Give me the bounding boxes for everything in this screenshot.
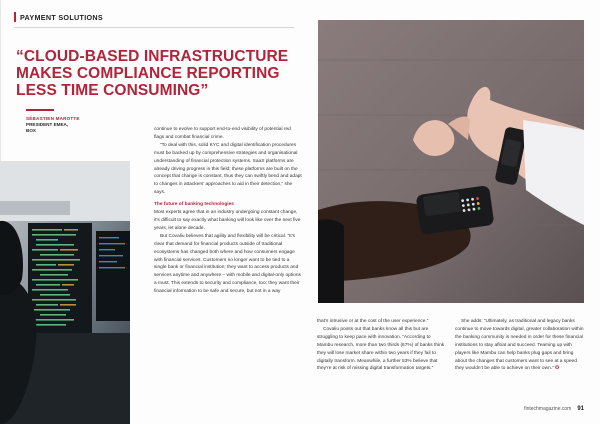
article-column-1: [154, 126, 302, 296]
article-column-3: [455, 318, 585, 373]
paragraph: But Covaliu believes that agility and flexibility will be critical. “It’s clear that demand for financial products outside of traditional ecosystems has changed both where and how consumers engage with financial services. Customers no longer want to be tied to a single bank or financial institution; they want to access products and services anytime and anywhere – with mobile and digital-only options a must. This extends to security and compliance, too; they want their financial information to be safe and secure, but not in a way: [154, 233, 301, 295]
paragraph: [455, 318, 585, 373]
section-marker: [14, 12, 16, 22]
photo-laptop-code: [0, 161, 130, 424]
paragraph: that’s intrusive or at the cost of the user experience.”: [317, 319, 429, 324]
footer-site: fintechmagazine.com: [524, 406, 572, 412]
pull-quote-headline: “CLOUD-BASED INFRASTRUCTURE MAKES COMPLIANCE REPORTING LESS TIME CONSUMING”: [16, 48, 289, 99]
paragraph: continue to evolve to support end-to-end visibility of potential red flags and combat financial crime.: [154, 127, 291, 140]
byline: [26, 116, 80, 134]
paragraph-text: She adds: “Ultimately, as traditional and legacy banks continue to move towards digital, greater collaboration within the banking community is needed in order for these financial institutions to stay afloat and succeed. Teaming up with players like Mambu can help banks plug gaps and bring about the changes that customers want to see at a speed they wouldn’t be able to achieve on their own.”: [455, 319, 584, 372]
subheading: The future of banking technologies: [154, 202, 234, 208]
byline-name: SÉBASTIEN MAROTTE: [26, 116, 80, 121]
section-divider: [14, 27, 294, 28]
page-number: 91: [577, 406, 584, 412]
accent-rule: [26, 109, 54, 111]
section-label: PAYMENT SOLUTIONS: [20, 13, 103, 22]
page-footer: [524, 406, 584, 412]
paragraph: Most experts agree that in an industry undergoing constant change, it’s difficult to say exactly what banking will look like over the next five years, let alone decade.: [154, 210, 301, 231]
article-column-2: [317, 318, 445, 373]
byline-company: BOX: [26, 128, 36, 133]
end-mark-icon: ✪: [555, 366, 560, 372]
paragraph: “To deal with this, solid KYC and digital identification procedures must be backed up by comprehensive strategies and organisational understanding of financial protection systems. SaaS platforms are already driving progress in this field; these platforms are built on the concept that change is constant, thus they can swiftly bend and adapt to changes in attackers’ approaches to aid in their detection,” she says.: [154, 142, 302, 196]
paragraph: Covaliu points out that banks know all this but are struggling to keep pace with innovation. “According to Mambu research, more than two thirds (67%) of banks think they will lose market share within two years if they fail to digitally transform. Meanwhile, a further 53% believe that they’re at risk of missing digital transformation targets.”: [317, 326, 445, 372]
photo-contactless-payment: [318, 20, 584, 303]
byline-role: PRESIDENT EMEA,: [26, 122, 69, 127]
